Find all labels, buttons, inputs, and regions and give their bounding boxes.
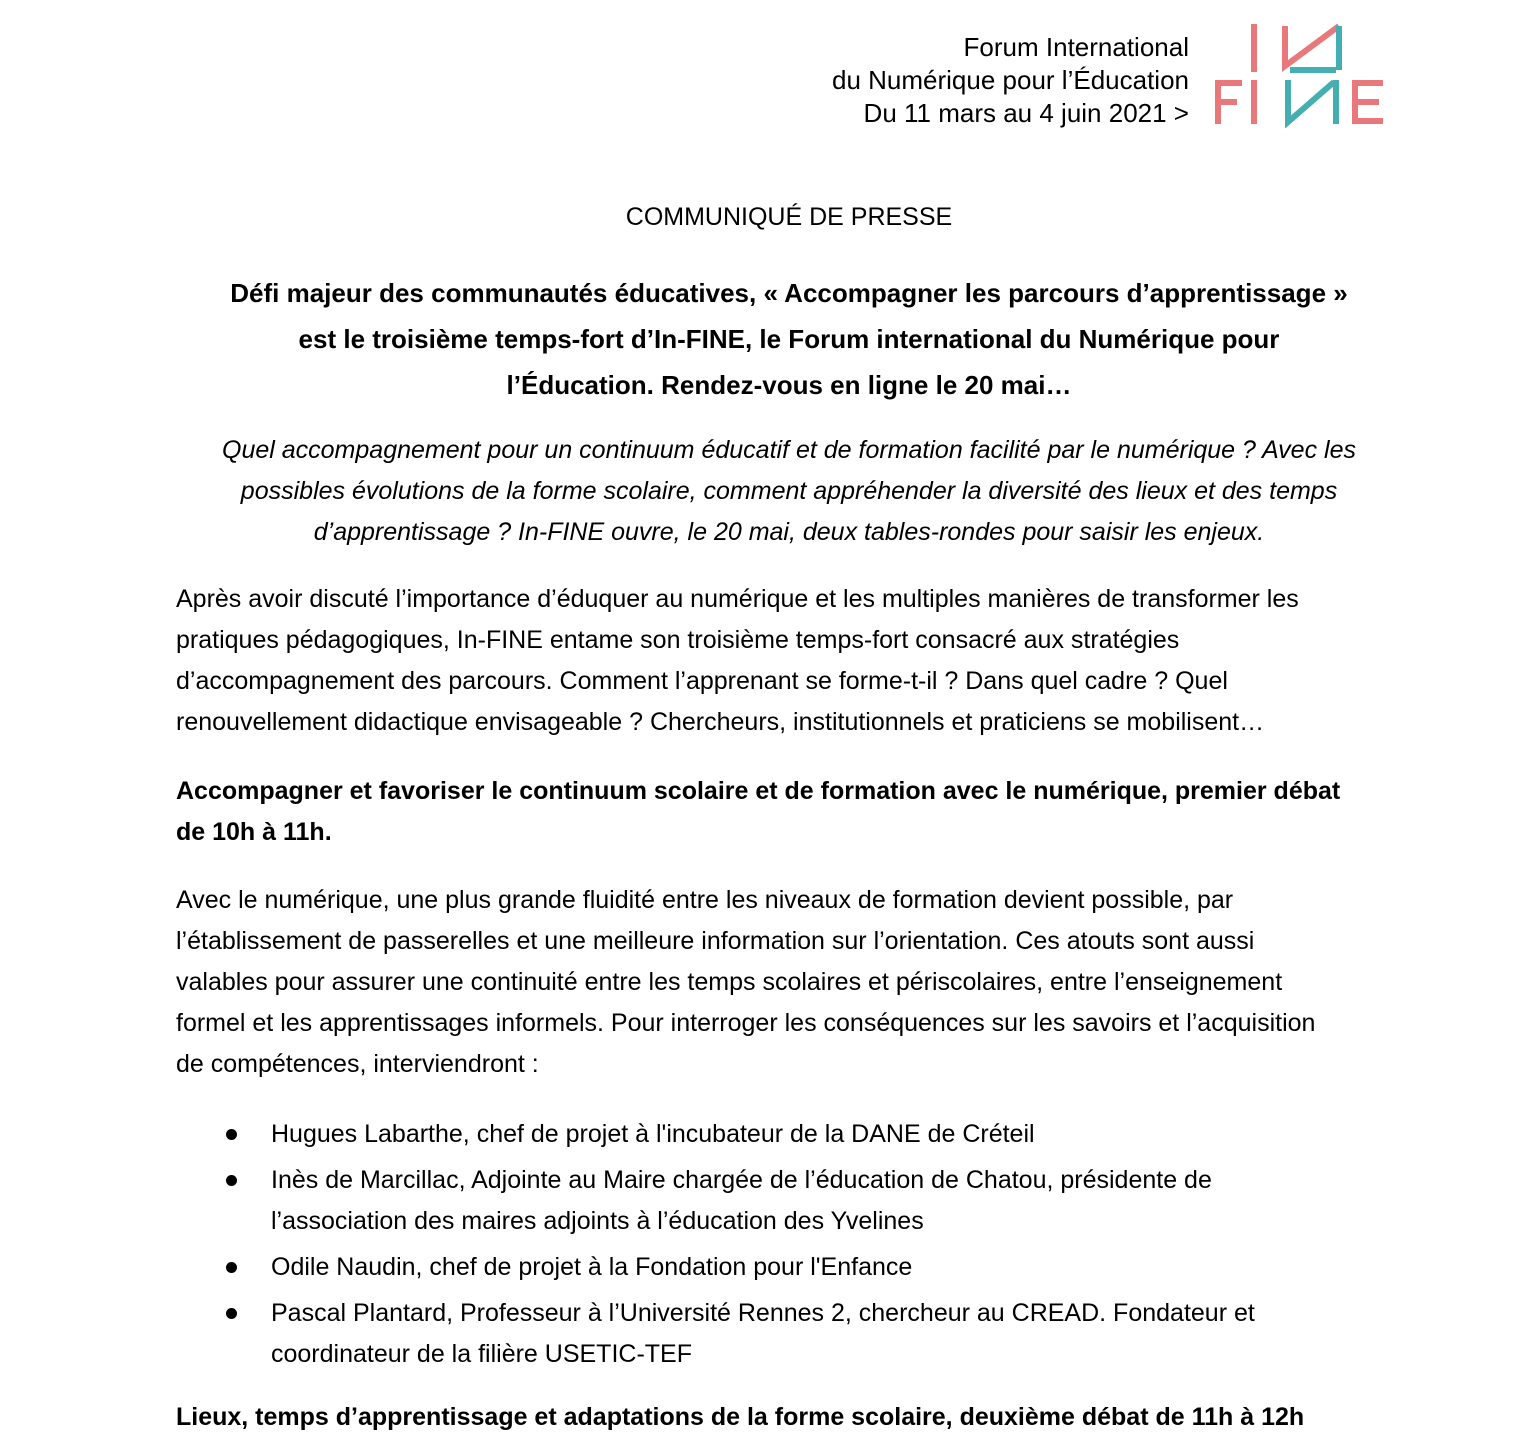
bullet-icon <box>226 1175 237 1186</box>
lede-line: possibles évolutions de la forme scolaire, comment appréhender la diversité des lieux et des temps <box>240 477 1338 505</box>
speaker-line: Pascal Plantard, Professeur à l’Université Rennes 2, chercheur au CREAD. Fondateur et <box>271 1299 1255 1327</box>
list-item <box>176 1293 1416 1375</box>
title-line: l’Éducation. Rendez-vous en ligne le 20 mai… <box>506 370 1072 400</box>
speaker-list <box>176 1114 1416 1380</box>
press-release-title <box>170 270 1408 408</box>
paragraph-line: renouvellement didactique envisageable ? Chercheurs, institutionnels et praticiens se mobilisent… <box>176 708 1265 736</box>
header-line: Forum International <box>963 32 1189 62</box>
speaker-line: Hugues Labarthe, chef de projet à l'incubateur de la DANE de Créteil <box>271 1120 1035 1148</box>
bullet-icon <box>226 1308 237 1319</box>
lede-paragraph <box>170 430 1408 553</box>
event-header <box>832 31 1189 130</box>
speaker-line: Inès de Marcillac, Adjointe au Maire chargée de l’éducation de Chatou, présidente de <box>271 1166 1212 1194</box>
title-line: est le troisième temps-fort d’In-FINE, le Forum international du Numérique pour <box>298 324 1280 354</box>
intro-paragraph <box>176 579 1416 743</box>
paragraph-line: valables pour assurer une continuité entre les temps scolaires et périscolaires, entre l’enseignement <box>176 968 1283 996</box>
heading-line: Lieux, temps d’apprentissage et adaptations de la forme scolaire, deuxième débat de 11h à 12h <box>176 1403 1305 1431</box>
debate2-heading <box>176 1397 1416 1438</box>
paragraph-line: d’accompagnement des parcours. Comment l’apprenant se forme-t-il ? Dans quel cadre ? Quel <box>176 667 1228 695</box>
speaker-line: Odile Naudin, chef de projet à la Fondation pour l'Enfance <box>271 1253 913 1281</box>
title-line: Défi majeur des communautés éducatives, « Accompagner les parcours d’apprentissage » <box>230 278 1348 308</box>
speaker-line: l’association des maires adjoints à l’éducation des Yvelines <box>271 1207 924 1235</box>
paragraph-line: Après avoir discuté l’importance d’éduquer au numérique et les multiples manières de transformer les <box>176 585 1299 613</box>
in-fine-logo <box>1208 22 1390 128</box>
paragraph-line: l’établissement de passerelles et une meilleure information sur l’orientation. Ces atouts sont aussi <box>176 927 1255 955</box>
heading-line: Accompagner et favoriser le continuum scolaire et de formation avec le numérique, premier débat <box>176 777 1341 805</box>
lede-line: d’apprentissage ? In-FINE ouvre, le 20 mai, deux tables-rondes pour saisir les enjeux. <box>313 518 1265 546</box>
paragraph-line: Avec le numérique, une plus grande fluidité entre les niveaux de formation devient possible, par <box>176 886 1234 914</box>
lede-line: Quel accompagnement pour un continuum éducatif et de formation facilité par le numérique ? Avec les <box>222 436 1356 464</box>
paragraph-line: pratiques pédagogiques, In-FINE entame son troisième temps-fort consacré aux stratégies <box>176 626 1180 654</box>
paragraph-line: de compétences, interviendront : <box>176 1050 539 1078</box>
header-line: du Numérique pour l’Éducation <box>832 65 1189 95</box>
bullet-icon <box>226 1129 237 1140</box>
document-type-label: COMMUNIQUÉ DE PRESSE <box>625 203 953 231</box>
list-item <box>176 1114 1416 1155</box>
debate1-heading <box>176 771 1416 853</box>
heading-line: de 10h à 11h. <box>176 818 332 846</box>
list-item <box>176 1160 1416 1242</box>
list-item <box>176 1247 1416 1288</box>
paragraph-line: formel et les apprentissages informels. Pour interroger les conséquences sur les savoirs et l’acquisition <box>176 1009 1316 1037</box>
debate1-body <box>176 880 1416 1085</box>
bullet-icon <box>226 1262 237 1273</box>
speaker-line: coordinateur de la filière USETIC-TEF <box>271 1340 692 1368</box>
header-line: Du 11 mars au 4 juin 2021 > <box>863 98 1189 128</box>
